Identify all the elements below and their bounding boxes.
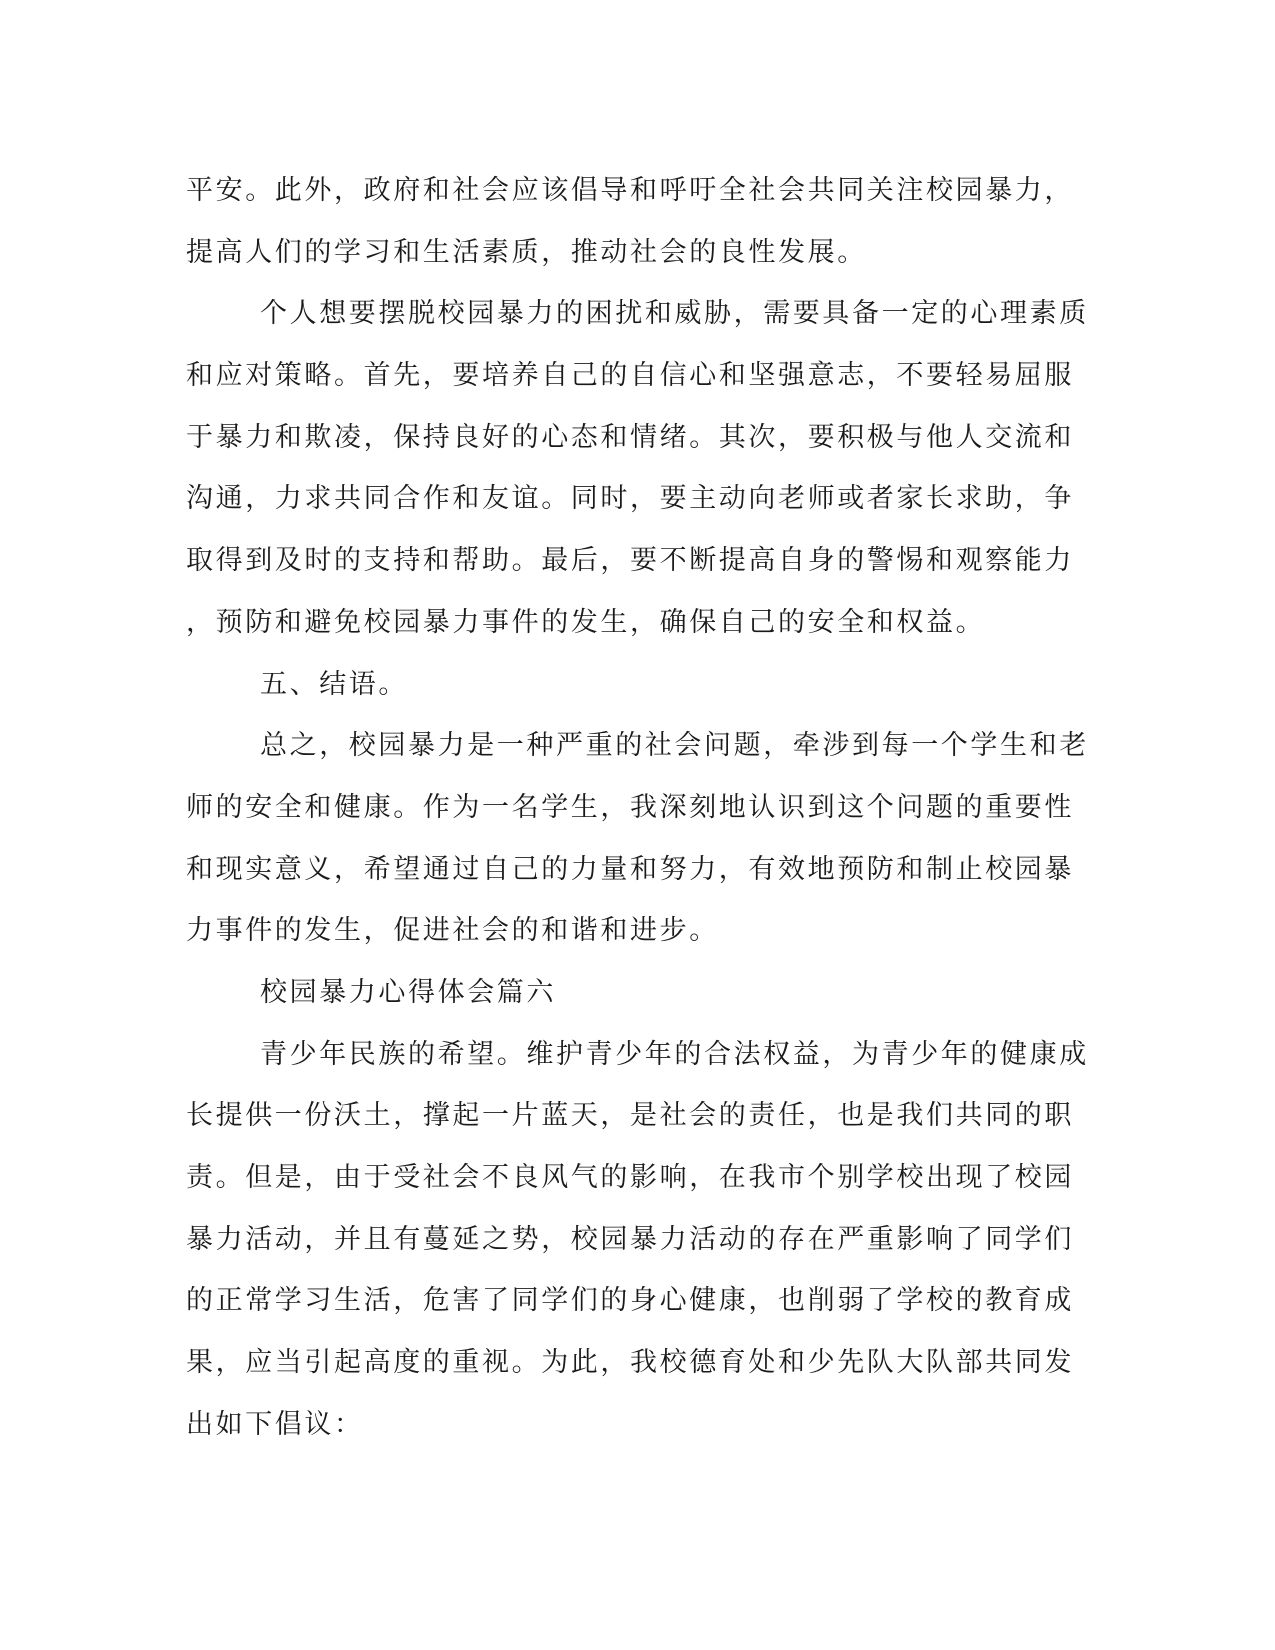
text-line: 平安。此外，政府和社会应该倡导和呼吁全社会共同关注校园暴力， <box>186 175 1074 206</box>
text-line: 提高人们的学习和生活素质，推动社会的良性发展。 <box>186 236 867 268</box>
article-title: 校园暴力心得体会篇六 <box>260 976 556 1008</box>
text-line: 长提供一份沃土，撑起一片蓝天，是社会的责任，也是我们共同的职 <box>186 1100 1074 1132</box>
text-line: 果，应当引起高度的重视。为此，我校德育处和少先队大队部共同发 <box>186 1347 1074 1379</box>
text-line: 暴力活动，并且有蔓延之势，校园暴力活动的存在严重影响了同学们 <box>186 1223 1074 1255</box>
paragraph-start-line: 总之，校园暴力是一种严重的社会问题，牵涉到每一个学生和老 <box>260 730 1089 762</box>
text-line: 沟通，力求共同合作和友谊。同时，要主动向老师或者家长求助，争 <box>186 483 1074 515</box>
text-line: 和现实意义，希望通过自己的力量和努力，有效地预防和制止校园暴 <box>186 853 1074 885</box>
text-line: 取得到及时的支持和帮助。最后，要不断提高自身的警惕和观察能力 <box>186 545 1074 577</box>
text-line: 责。但是，由于受社会不良风气的影响，在我市个别学校出现了校园 <box>186 1162 1074 1193</box>
text-line: 和应对策略。首先，要培养自己的自信心和坚强意志，不要轻易屈服 <box>186 360 1074 392</box>
paragraph-start-line: 青少年民族的希望。维护青少年的合法权益，为青少年的健康成 <box>260 1038 1089 1070</box>
text-line: 力事件的发生，促进社会的和谐和进步。 <box>186 915 719 947</box>
text-line: 师的安全和健康。作为一名学生，我深刻地认识到这个问题的重要性 <box>186 791 1074 823</box>
text-line: 的正常学习生活，危害了同学们的身心健康，也削弱了学校的教育成 <box>186 1285 1074 1317</box>
paragraph-start-line: 个人想要摆脱校园暴力的困扰和威胁，需要具备一定的心理素质 <box>260 298 1089 330</box>
text-line: ，预防和避免校园暴力事件的发生，确保自己的安全和权益。 <box>186 606 986 638</box>
section-heading: 五、结语。 <box>260 668 408 700</box>
text-line: 出如下倡议： <box>186 1408 364 1440</box>
text-line: 于暴力和欺凌，保持良好的心态和情绪。其次，要积极与他人交流和 <box>186 421 1074 453</box>
body-text <box>186 160 1089 1455</box>
